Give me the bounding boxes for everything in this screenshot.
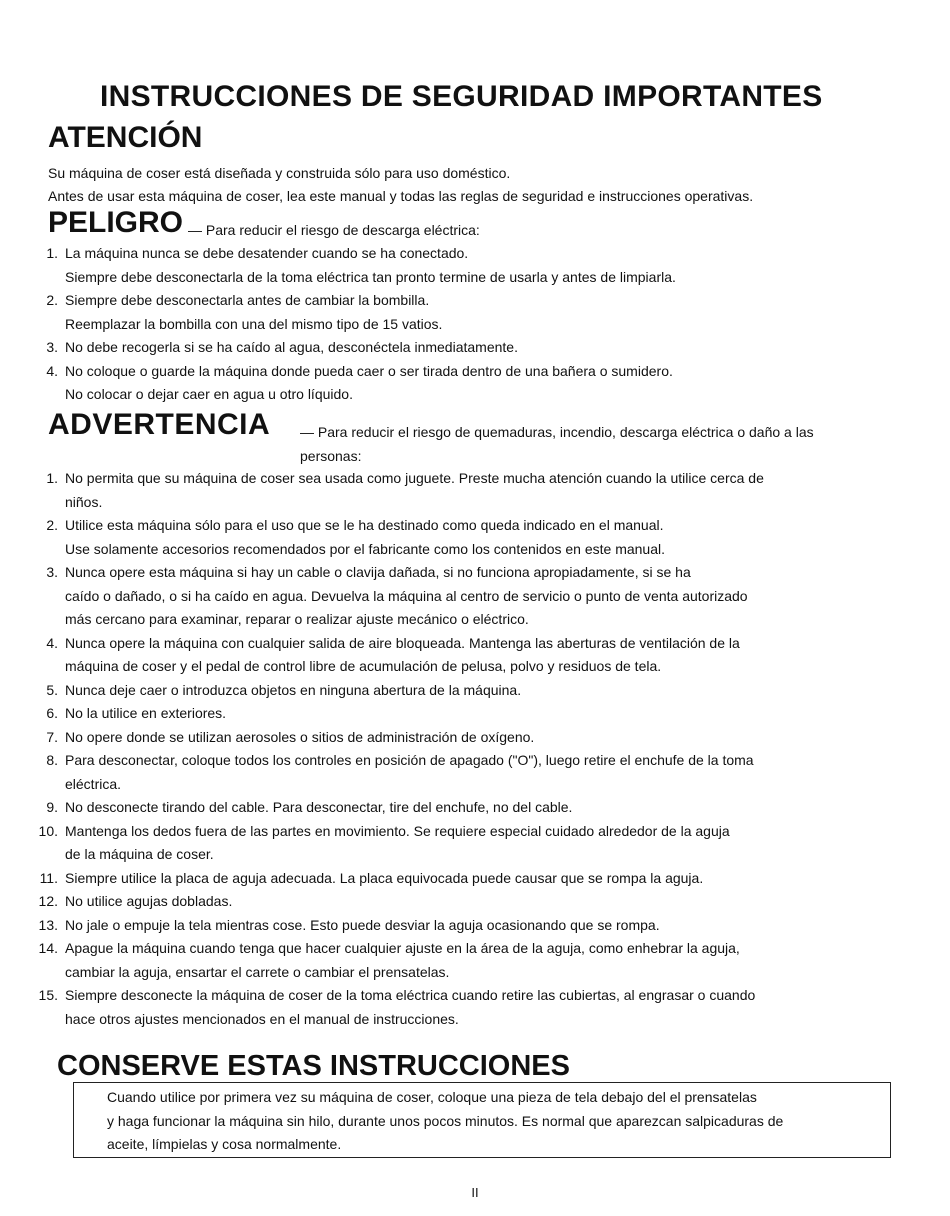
list-item: [20, 561, 900, 632]
notice-box: [73, 1082, 891, 1158]
peligro-list: [20, 242, 900, 407]
list-item-text: Mantenga los dedos fuera de las partes en movimiento. Se requiere especial cuidado alrededor de la aguja de la máquina de coser.: [65, 822, 730, 862]
list-item-text: Siempre utilice la placa de aguja adecuada. La placa equivocada puede causar que se rompa la aguja.: [65, 869, 704, 886]
list-item-text: No desconecte tirando del cable. Para desconectar, tire del enchufe, no del cable.: [65, 799, 573, 815]
list-item: [20, 336, 900, 360]
list-item: [20, 914, 900, 938]
list-item-text: Utilice esta máquina sólo para el uso que se le ha destinado como queda indicado en el manual. Use solamente accesorios recomendados por el fabricante como los contenidos en este manual.: [65, 517, 665, 557]
list-item: [20, 749, 900, 796]
list-item-text: No la utilice en exteriores.: [65, 705, 227, 721]
list-item-number: 6.: [46, 705, 58, 721]
list-item-number: 15.: [38, 987, 58, 1003]
advertencia-list: [20, 467, 900, 1031]
list-item: [20, 937, 900, 984]
list-item: [20, 289, 900, 336]
list-item-number: 8.: [46, 752, 58, 768]
list-item-text: Nunca opere esta máquina si hay un cable o clavija dañada, si no funciona apropiadamente, si se ha caído o dañado, o si ha caído en agua. Devuelva la máquina al centro de servicio o punto de venta autorizado más cercano para examinar, reparar o realizar ajuste mecánico o eléctrico.: [65, 564, 748, 627]
page-number: II: [471, 1185, 479, 1200]
list-item-text: No opere donde se utilizan aerosoles o sitios de administración de oxígeno.: [65, 728, 535, 745]
list-item: [20, 984, 900, 1031]
atencion-heading: ATENCIÓN: [48, 121, 203, 154]
list-item: [20, 726, 900, 750]
list-item-number: 1.: [46, 245, 58, 261]
list-item-number: 4.: [46, 634, 58, 651]
list-item-number: 13.: [38, 916, 58, 933]
advertencia-heading: ADVERTENCIA: [48, 408, 271, 441]
list-item: [20, 820, 900, 867]
list-item-text: Apague la máquina cuando tenga que hacer cualquier ajuste en la área de la aguja, como enhebrar la aguja, cambiar la aguja, ensartar el carrete o cambiar el prensatelas.: [65, 940, 740, 980]
list-item-number: 1.: [46, 470, 58, 486]
atencion-text: [48, 162, 753, 208]
list-item: [20, 242, 900, 289]
list-item: [20, 632, 900, 679]
list-item-number: 11.: [39, 869, 58, 886]
list-item-number: 10.: [38, 822, 58, 839]
list-item-number: 4.: [46, 362, 58, 379]
list-item: [20, 514, 900, 561]
conserve-heading: CONSERVE ESTAS INSTRUCCIONES: [57, 1050, 570, 1082]
list-item-number: 3.: [46, 564, 58, 580]
list-item-text: No coloque o guarde la máquina donde pueda caer o ser tirada dentro de una bañera o sumidero. No colocar o dejar caer en agua u otro líquido.: [65, 362, 673, 402]
list-item-text: Nunca opere la máquina con cualquier salida de aire bloqueada. Mantenga las aberturas de ventilación de la máquina de coser y el pedal de control libre de acumulación de pelusa, polvo y residuos de tela.: [65, 634, 740, 674]
atencion-line-1: Su máquina de coser está diseñada y construida sólo para uso doméstico.: [48, 165, 511, 181]
list-item: [20, 679, 900, 703]
list-item-text: No debe recogerla si se ha caído al agua, desconéctela inmediatamente.: [65, 339, 518, 355]
list-item: [20, 890, 900, 914]
list-item-number: 5.: [46, 681, 58, 698]
list-item-text: No utilice agujas dobladas.: [65, 893, 233, 909]
list-item-number: 7.: [46, 728, 58, 745]
list-item: [20, 360, 900, 407]
list-item-text: Nunca deje caer o introduzca objetos en ninguna abertura de la máquina.: [65, 681, 522, 698]
list-item-text: Siempre desconecte la máquina de coser de la toma eléctrica cuando retire las cubiertas, al engrasar o cuando hace otros ajustes mencionados en el manual de instrucciones.: [65, 987, 756, 1027]
list-item: [20, 796, 900, 820]
list-item-number: 2.: [46, 517, 58, 533]
list-item-number: 12.: [38, 893, 58, 909]
list-item-text: No permita que su máquina de coser sea usada como juguete. Preste mucha atención cuando la utilice cerca de niños.: [65, 470, 764, 510]
list-item-number: 3.: [46, 339, 58, 355]
list-item-number: 9.: [46, 799, 58, 815]
list-item-number: 14.: [38, 940, 58, 956]
peligro-heading: PELIGRO: [48, 206, 184, 239]
page-title: INSTRUCCIONES DE SEGURIDAD IMPORTANTES: [100, 80, 823, 113]
list-item: [20, 467, 900, 514]
atencion-line-2: Antes de usar esta máquina de coser, lea este manual y todas las reglas de seguridad e instrucciones operativas.: [48, 188, 754, 204]
list-item-text: La máquina nunca se debe desatender cuando se ha conectado. Siempre debe desconectarla de la toma eléctrica tan pronto termine de usarla y antes de limpiarla.: [65, 245, 676, 285]
list-item-number: 2.: [46, 292, 58, 308]
list-item: [20, 867, 900, 891]
list-item-text: Siempre debe desconectarla antes de cambiar la bombilla. Reemplazar la bombilla con una del mismo tipo de 15 vatios.: [65, 292, 443, 332]
advertencia-lead: — Para reducir el riesgo de quemaduras, incendio, descarga eléctrica o daño a las personas:: [300, 424, 814, 464]
notice-text: Cuando utilice por primera vez su máquina de coser, coloque una pieza de tela debajo del el prensatelas y haga funcionar la máquina sin hilo, durante unos pocos minutos. Es normal que aparezcan salpicaduras de aceite, límpielas y cosa normalmente.: [107, 1089, 784, 1152]
list-item: [20, 702, 900, 726]
list-item-text: Para desconectar, coloque todos los controles en posición de apagado ("O"), luego retire el enchufe de la toma eléctrica.: [65, 752, 754, 792]
list-item-text: No jale o empuje la tela mientras cose. Esto puede desviar la aguja ocasionando que se rompa.: [65, 916, 660, 933]
peligro-lead: — Para reducir el riesgo de descarga eléctrica:: [188, 222, 480, 238]
